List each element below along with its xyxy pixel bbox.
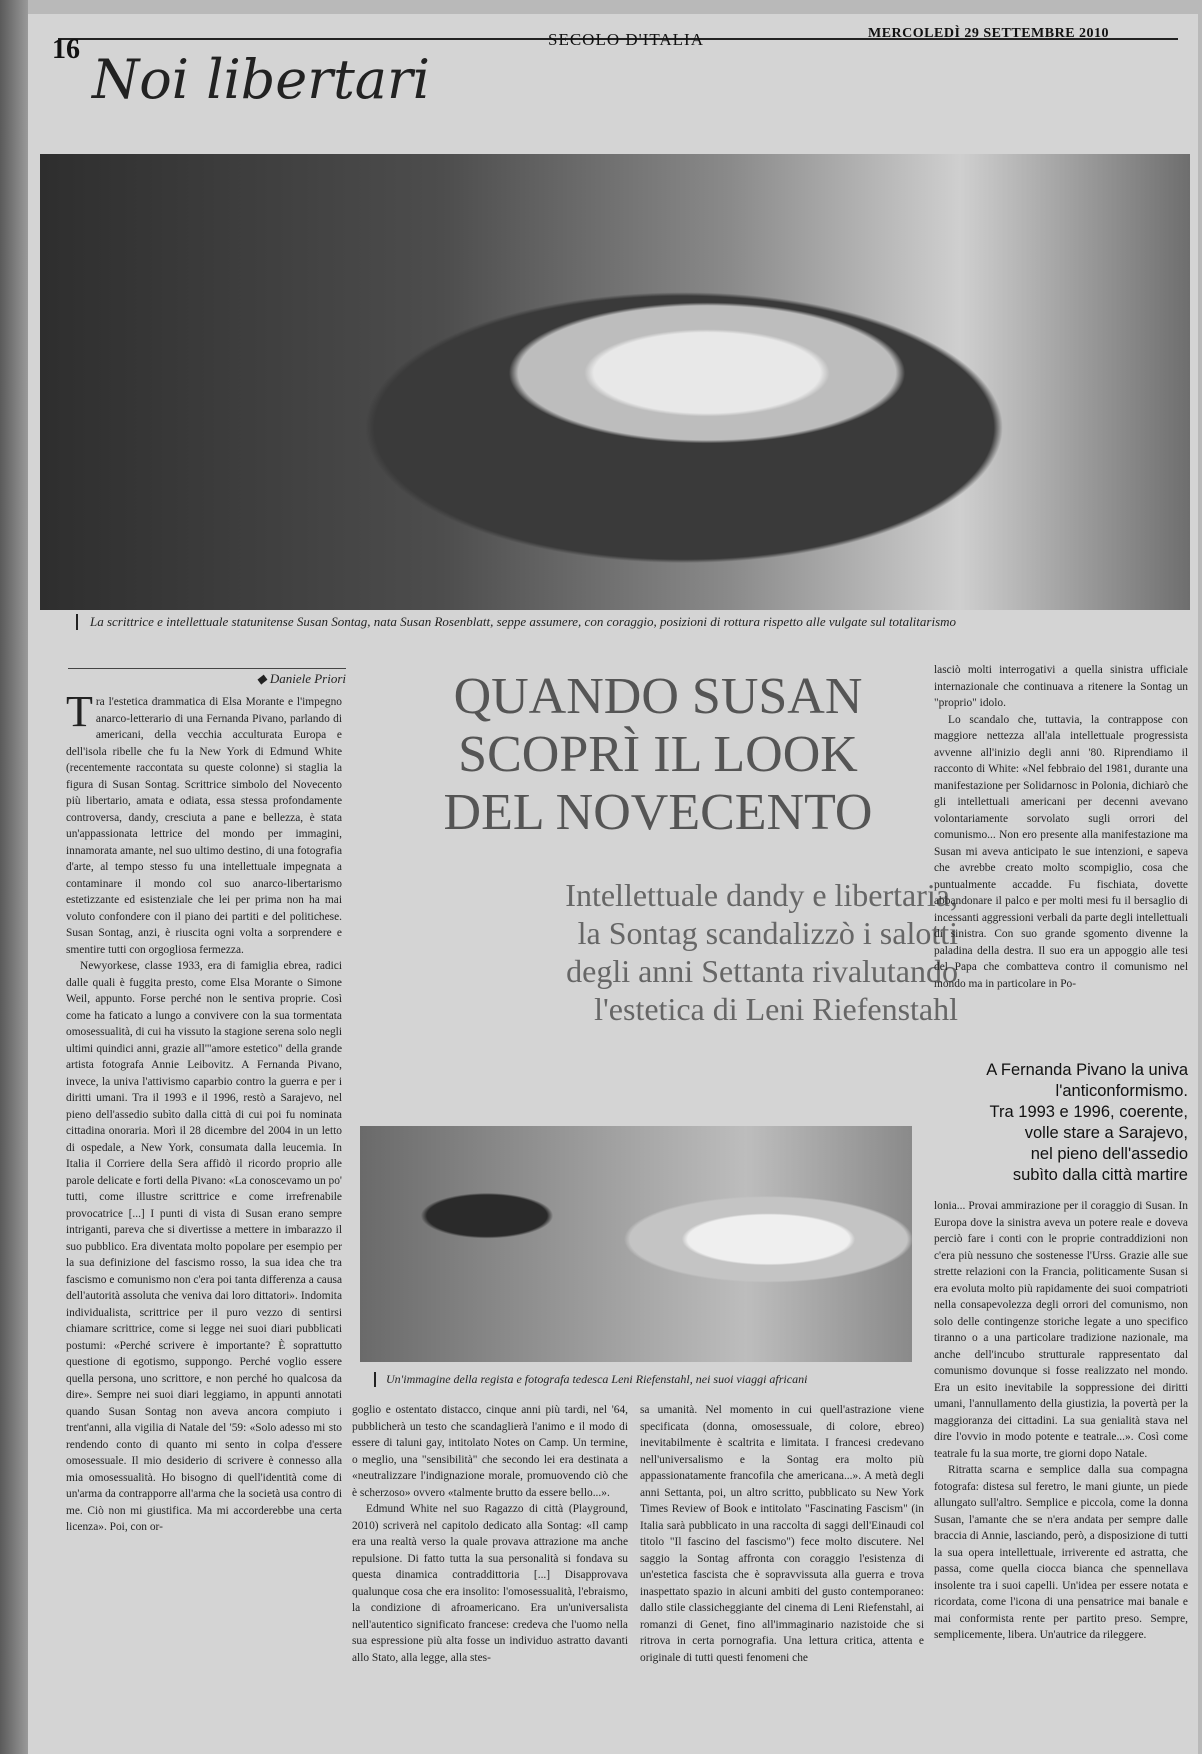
subhead-line-3: degli anni Settanta rivalutando [566, 953, 958, 989]
headline-line-1: QUANDO SUSAN [453, 668, 863, 725]
article-column-1 [66, 687, 342, 1536]
pull-quote [938, 1060, 1188, 1186]
pullquote-line-4: volle stare a Sarajevo, [1024, 1124, 1188, 1142]
newspaper-page [28, 14, 1198, 1754]
section-title: Noi libertari [92, 48, 431, 111]
subhead-line-1: Intellettuale dandy e libertaria, [565, 877, 958, 913]
headline-line-2: SCOPRÌ IL LOOK [458, 726, 858, 783]
col3-paragraph-1: sa umanità. Nel momento in cui quell'astrazione viene specificata (donna, omosessuale, di colore, ebreo) inevitabilmente è scaltrita e limitata. I francesi credevano nell'universalismo e la Sontag era molto più appassionatamente francofila che americana...». A metà degli anni Settanta, poi, un altro scritto, pubblicato su New York Times Review of Book e intitolato "Fascinating Fascism" (in Italia sarà pubblicato in una raccolta di saggi dell'Einaudi col titolo "Il fascino del fascismo") fece molto discutere. Nel saggio la Sontag affronta con coraggio l'esistenza di un'estetica fascista che è sopravvissuta alla guerra e trova inaspettato spazio in alcuni ambiti del gusto contemporaneo: dallo stile classicheggiante del cinema di Leni Riefenstahl, ai romanzi di Genet, fino all'immaginario nazistoide che si ritrova in certa pornografia. Una lettura critica, attenta e originale di tutti questi fenomeni che [640, 1404, 924, 1664]
drop-cap: T [66, 687, 93, 736]
author-byline: ◆ Daniele Priori [68, 668, 346, 687]
pullquote-line-2: l'anticonformismo. [1055, 1082, 1188, 1100]
subhead-line-2: la Sontag scandalizzò i salotti [577, 915, 958, 951]
page-number: 16 [52, 34, 80, 65]
headline [358, 668, 958, 842]
col4-paragraph-3: lonia... Provai ammirazione per il coraggio di Susan. In Europa dove la sinistra aveva un potere reale e doveva perciò fare i conti con le proprie contraddizioni non c'era più nessuno che sostenesse l'Urss. Grazie alle sue strette relazioni con la Francia, politicamente Susan si era evoluta molto più rapidamente dei suoi compatrioti nella consapevolezza degli orrori del comunismo, non solo delle contingenze storiche legate a uno specifico tiranno o a una particolare tradizione nazionale, ma anche dell'incubo strutturale rappresentato dal comunismo dovunque si fosse realizzato nel mondo. Era un esito inevitabile la soppressione dei diritti umani, l'annullamento della giustizia, la povertà per la maggioranza dei cittadini. La sua genialità stava nel dire l'ovvio in modo potente e teatrale...». Così come teatrale fu la sua morte, tre giorni dopo Natale. [934, 1200, 1188, 1460]
col1-paragraph-1: ra l'estetica drammatica di Elsa Morante e l'impegno anarco-letterario di una Fernanda Pivano, parlando di americani, della vecchia acculturata Europa e dell'isola ribelle che fu la New York di Edmund White (recentemente raccontata su queste colonne) si staglia la figura di Susan Sontag. Scrittrice simbolo del Novecento più libertario, amata e odiata, essa stessa profondamente controversa, dandy, cresciuta a pane e bellezza, è stata un'appassionata lettrice del mondo per immagini, innamorata amante, nel suo ultimo destino, di una fotografia d'arte, al tempo stesso fu una intellettuale impegnata a contaminare il mondo col suo anarco-libertarismo estetizzante ed esistenziale che lei per prima non ha mai voluto confondere con il piano dei partiti e del politichese. Susan Sontag, anzi, è riuscita ogni volta a sorprendere e smentire tutti con orgogliosa fermezza. [66, 696, 342, 956]
article-column-4-top [934, 662, 1188, 992]
pullquote-line-1: A Fernanda Pivano la univa [986, 1061, 1188, 1079]
col1-paragraph-2: Newyorkese, classe 1933, era di famiglia ebrea, radici dalle quali è fuggita presto, come Elsa Morante o Simone Weil, appunto. Forse perché non le sentiva proprie. Così come ha faticato a lungo a convivere con la sua tormentata omosessualità, di cui ha vissuto la stagione serena solo negli ultimi quindici anni, grazie all'"amore estetico" della grande artista fotografa Annie Leibovitz. A Fernanda Pivano, invece, la univa l'attivismo caparbio contro la guerra e per i diritti umani. Tra il 1993 e il 1996, restò a Sarajevo, nel pieno dell'assedio subìto dalla città di cui poi fu nominata cittadina onoraria. Morì il 28 dicembre del 2004 in un letto di ospedale, a New York, consumata dalla leucemia. In Italia il Corriere della Sera affidò il ricordo proprio alle parole delicate e forti della Pivano: «La conoscevamo un po' tutti, come illustre scrittrice e come irrefrenabile provocatrice [...] I punti di vista di Susan erano sempre intriganti, pareva che si divertisse a mettere in imbarazzo il suo pubblico. Era diventata molto popolare per esempio per la sua definizione del fascismo rosso, la sua idea che tra fascismo e comunismo non c'era poi tanta differenza a causa dell'autorità assoluta che veniva dai loro dittatori». Indomita individualista, scrittrice per il puro vezzo di sentirsi chiamare scrittrice, come si legge nei suoi diari pubblicati postumi: «Perché scrivere è importante? È soprattutto questione di egotismo, suppongo. Perché voglio essere quella persona, uno scrittore, e non perché ho qualcosa da dire». Sempre nei suoi diari leggiamo, in appunti annotati quando Susan Sontag non aveva ancora compiuto i trent'anni, alla vigilia di Natale del '59: «Solo adesso mi sto rendendo conto di quanto mi sento in colpa d'essere omosessuale. Il mio desiderio di scrivere è connesso alla mia omosessualità. Ho bisogno di quell'identità come di un'arma da contrapporre all'arma che la società usa contro di me. Ciò non mi giustifica. Ma mi accorderebbe una certa licenza». Poi, con or- [66, 960, 342, 1533]
pullquote-line-6: subìto dalla città martire [1012, 1166, 1188, 1184]
author-name: Daniele Priori [269, 671, 346, 686]
subhead-line-4: l'estetica di Leni Riefenstahl [594, 991, 958, 1027]
magazine-spine [0, 0, 28, 1754]
article-column-2 [352, 1402, 628, 1666]
leni-riefenstahl-photo [360, 1126, 912, 1362]
col2-paragraph-2: Edmund White nel suo Ragazzo di città (Playground, 2010) scriverà nel capitolo dedicato alla Sontag: «Il camp era una realtà verso la quale provava attrazione ma anche repulsione. Di fatto tutta la sua personalità si fondava su questa dinamica contraddittoria [...] Disapprovava qualunque cosa che era insolito: l'omosessualità, l'ebraismo, la condizione di afroamericano. Era un'universalista nell'autentico significato francese: credeva che l'uomo nella sua espressione più alta fosse un individuo astratto davanti allo Stato, alla legge, alla stes- [352, 1503, 628, 1664]
photo-caption-secondary: Un'immagine della regista e fotografa tedesca Leni Riefenstahl, nei suoi viaggi africani [374, 1372, 807, 1387]
subheadline [358, 876, 958, 1028]
pullquote-line-3: Tra 1993 e 1996, coerente, [989, 1103, 1188, 1121]
col4-paragraph-4: Ritratta scarna e semplice dalla sua compagna fotografa: distesa sul feretro, le mani giunte, un piede allungato sull'altro. Semplice e piccola, come la donna Susan, l'amante che se n'era andata per sempre dalle braccia di Annie, lasciando, però, a disposizione di tutti la sua opera intellettuale, irriverente ed astratta, che passa, come quella ciocca bianca che spennellava insolente tra i suoi capelli. Un'idea per essere notata e ricordata, come l'icona di una pensatrice mai banale e mai conformista rente per partito preso. Sempre, semplicemente, libera. Un'autrice da rileggere. [934, 1464, 1188, 1641]
article-column-3 [640, 1402, 924, 1666]
photo-caption-main: La scrittrice e intellettuale statunitense Susan Sontag, nata Susan Rosenblatt, seppe assumere, con coraggio, posizioni di rottura rispetto alle vulgate sul totalitarismo [76, 614, 956, 630]
issue-date: MERCOLEDÌ 29 SETTEMBRE 2010 [868, 26, 1110, 41]
headline-line-3: DEL NOVECENTO [443, 784, 873, 841]
article-column-4-bottom [934, 1198, 1188, 1644]
pullquote-line-5: nel pieno dell'assedio [1030, 1145, 1188, 1163]
newspaper-name: SECOLO D'ITALIA [548, 30, 704, 49]
col4-paragraph-1: lasciò molti interrogativi a quella sinistra ufficiale internazionale che continuava a ritenere la Sontag un "proprio" idolo. [934, 664, 1188, 709]
susan-sontag-photo [40, 154, 1190, 610]
col4-paragraph-2: Lo scandalo che, tuttavia, la contrappose con maggiore nettezza all'ala intellettuale progressista avvenne all'inizio degli anni '80. Riprendiamo il racconto di White: «Nel febbraio del 1981, durante una manifestazione per Solidarnosc in Polonia, dichiarò che gli intellettuali americani per decenni avevano volontariamente sorvolato sugli orrori del comunismo... Non ero presente alla manifestazione ma Susan mi aveva anticipato le sue intenzioni, e sapeva che avrebbe creato molto scompiglio, cosa che puntualmente accadde. Fu fischiata, dovette abbandonare il palco e per molti mesi fu il bersaglio di incessanti aggressioni verbali da parte degli intellettuali di sinistra. Con suo grande sgomento divenne la paladina della destra. Il suo era un appoggio alle tesi del Papa che combatteva contro il comunismo nel mondo ma in particolare in Po- [934, 713, 1188, 990]
col2-paragraph-1: goglio e ostentato distacco, cinque anni più tardi, nel '64, pubblicherà un testo che scandaglierà l'animo e il modo di essere di taluni gay, intitolato Notes on Camp. Un termine, o meglio, una "sensibilità" che secondo lei era destinata a «neutralizzare l'indignazione morale, promuovendo ciò che è scherzoso» ovvero «talmente brutto da essere bello...». [352, 1404, 628, 1499]
